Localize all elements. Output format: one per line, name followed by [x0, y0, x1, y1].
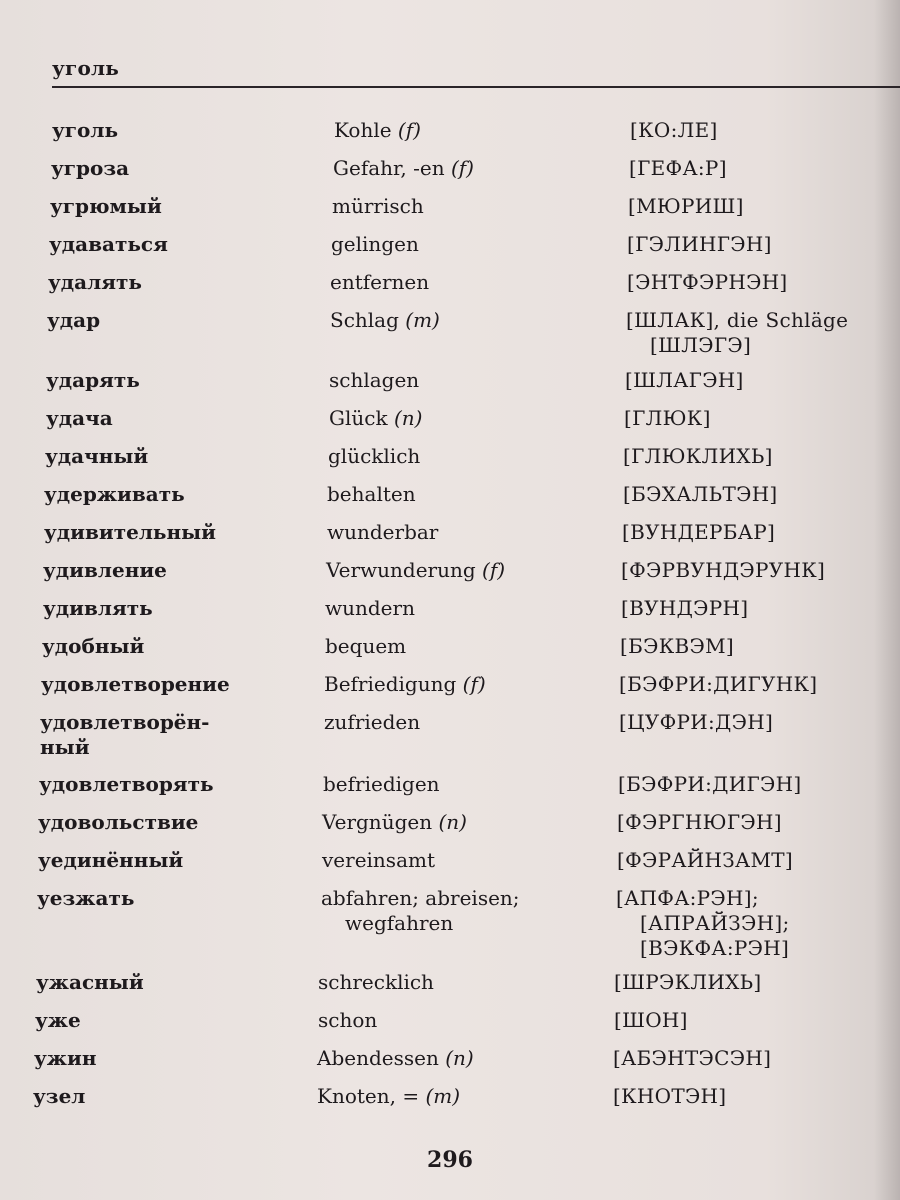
transcription: [614, 1008, 894, 1033]
german-translation: [333, 156, 593, 181]
german-translation: [332, 194, 592, 219]
german-translation: [328, 444, 588, 469]
transcription: [619, 672, 899, 697]
german-translation: [329, 406, 589, 431]
russian-headword: ужин: [34, 1046, 97, 1070]
german-translation: [326, 558, 586, 583]
transcription-text: [АПФА:РЭН];: [616, 886, 759, 910]
transcription-text: [ВУНДЕРБАР]: [622, 520, 776, 544]
transcription: [617, 810, 897, 835]
russian-headword: удивительный: [44, 520, 217, 544]
transcription-text: [КО:ЛЕ]: [630, 118, 718, 142]
transcription-text: [ШЛАГЭН]: [625, 368, 744, 392]
russian-headword: ударять: [46, 368, 140, 392]
russian-headword: узел: [33, 1084, 86, 1108]
transcription-text: [ГЕФА:Р]: [629, 156, 727, 180]
transcription-text: [ФЭРАЙНЗАМТ]: [617, 848, 794, 872]
gender-marker: (f): [462, 672, 486, 696]
page-number: 296: [427, 1147, 473, 1173]
transcription: [618, 772, 898, 797]
german-translation: [327, 482, 587, 507]
transcription: [623, 482, 900, 507]
russian-headword: удовлетворён- ный: [40, 710, 210, 759]
transcription: [620, 634, 900, 659]
russian-headword: удаваться: [49, 232, 168, 256]
german-word: wunderbar: [327, 520, 439, 544]
russian-headword: удар: [47, 308, 101, 332]
german-word: Abendessen: [317, 1046, 439, 1070]
transcription: [629, 156, 900, 181]
transcription: [621, 558, 900, 583]
gender-marker: (f): [450, 156, 474, 180]
running-head: уголь: [52, 56, 120, 80]
gender-marker: (n): [445, 1046, 474, 1070]
transcription-text: [БЭФРИ:ДИГУНК]: [619, 672, 818, 696]
german-word-continued: wegfahren: [345, 911, 454, 935]
transcription: [619, 710, 899, 735]
russian-headword: удовольствие: [38, 810, 199, 834]
german-word: schlagen: [329, 368, 420, 392]
gender-marker: (m): [425, 1084, 461, 1108]
russian-headword: уединённый: [38, 848, 184, 872]
transcription: [613, 1084, 893, 1109]
german-word: bequem: [325, 634, 407, 658]
russian-headword: удерживать: [44, 482, 185, 506]
russian-headword: удовлетворение: [41, 672, 230, 696]
german-word: Befriedigung: [324, 672, 457, 696]
transcription-text: [БЭКВЭМ]: [620, 634, 734, 658]
russian-headword: удивлять: [43, 596, 153, 620]
german-word: schrecklich: [318, 970, 434, 994]
russian-headword: удачный: [45, 444, 149, 468]
russian-headword: удовлетворять: [39, 772, 214, 796]
german-word: Schlag: [330, 308, 399, 332]
header-rule: [52, 86, 900, 88]
transcription: [624, 406, 900, 431]
transcription: [630, 118, 900, 143]
transcription-text: [КНОТЭН]: [613, 1084, 727, 1108]
transcription: [622, 520, 900, 545]
russian-headword: уезжать: [37, 886, 135, 910]
german-word: zufrieden: [324, 710, 421, 734]
gender-marker: (n): [438, 810, 467, 834]
german-word: befriedigen: [323, 772, 440, 796]
gender-marker: (m): [405, 308, 440, 332]
gender-marker: (f): [482, 558, 506, 582]
transcription-text: [ЦУФРИ:ДЭН]: [619, 710, 774, 734]
german-translation: [330, 308, 590, 333]
german-word: schon: [318, 1008, 378, 1032]
german-translation: [325, 634, 585, 659]
german-word: Verwunderung: [326, 558, 476, 582]
russian-headword: удобный: [42, 634, 145, 658]
german-translation: [317, 1084, 577, 1109]
transcription-text: [АБЭНТЭСЭН]: [613, 1046, 772, 1070]
russian-headword: ужасный: [36, 970, 144, 994]
transcription-continued: [АПРАЙЗЭН];: [640, 911, 790, 935]
german-word: vereinsamt: [322, 848, 435, 872]
german-translation: [331, 232, 591, 257]
german-translation: [318, 1008, 578, 1033]
transcription-text: [ФЭРВУНДЭРУНК]: [621, 558, 826, 582]
gender-marker: (f): [397, 118, 421, 142]
transcription-text: [ГЛЮКЛИХЬ]: [623, 444, 773, 468]
transcription-text: [ГЛЮК]: [624, 406, 711, 430]
german-word: behalten: [327, 482, 416, 506]
transcription-text: [МЮРИШ]: [628, 194, 744, 218]
german-word: Vergnügen: [322, 810, 433, 834]
german-translation: [322, 810, 582, 835]
german-translation: [327, 520, 587, 545]
russian-headword: уже: [35, 1008, 81, 1032]
german-word: gelingen: [331, 232, 419, 256]
russian-headword: удача: [46, 406, 113, 430]
german-translation: [317, 1046, 577, 1071]
german-word: wundern: [325, 596, 415, 620]
german-word: Gefahr, -en: [333, 156, 445, 180]
german-translation: [329, 368, 589, 393]
german-translation: [323, 772, 583, 797]
german-word: glücklich: [328, 444, 421, 468]
transcription-text: [ФЭРГНЮГЭН]: [617, 810, 782, 834]
german-word: entfernen: [330, 270, 430, 294]
transcription: [616, 886, 896, 961]
transcription-text: [ГЭЛИНГЭН]: [627, 232, 772, 256]
russian-headword: угроза: [51, 156, 130, 180]
russian-headword: угрюмый: [50, 194, 162, 218]
german-word: Kohle: [334, 118, 392, 142]
transcription: [614, 970, 894, 995]
transcription: [625, 368, 900, 393]
transcription: [613, 1046, 893, 1071]
gender-marker: (n): [393, 406, 423, 430]
transcription-text: [БЭФРИ:ДИГЭН]: [618, 772, 802, 796]
german-translation: [321, 886, 581, 936]
transcription-text: [БЭХАЛЬТЭН]: [623, 482, 778, 506]
german-translation: [322, 848, 582, 873]
german-word: Glück: [329, 406, 388, 430]
german-translation: [324, 672, 584, 697]
transcription-continued: [ШЛЭГЭ]: [650, 333, 752, 357]
german-word: Knoten, =: [317, 1084, 420, 1108]
transcription: [626, 308, 900, 358]
german-word: mürrisch: [332, 194, 424, 218]
transcription-text: [ШЛАК], die Schläge: [626, 308, 849, 332]
russian-headword: удивление: [43, 558, 167, 582]
german-translation: [330, 270, 590, 295]
transcription: [623, 444, 900, 469]
transcription-text: [ВУНДЭРН]: [621, 596, 749, 620]
transcription: [617, 848, 897, 873]
russian-headword: уголь: [52, 118, 119, 142]
german-word: abfahren; abreisen;: [321, 886, 520, 910]
transcription: [627, 232, 900, 257]
transcription-text: [ЭНТФЭРНЭН]: [627, 270, 788, 294]
german-translation: [325, 596, 585, 621]
transcription-text: [ШРЭКЛИХЬ]: [614, 970, 762, 994]
transcription-text: [ШОН]: [614, 1008, 688, 1032]
transcription: [627, 270, 900, 295]
transcription: [628, 194, 900, 219]
transcription: [621, 596, 900, 621]
german-translation: [324, 710, 584, 735]
transcription-continued: [ВЭКФА:РЭН]: [640, 936, 790, 960]
german-translation: [318, 970, 578, 995]
russian-headword: удалять: [48, 270, 142, 294]
german-translation: [334, 118, 594, 143]
